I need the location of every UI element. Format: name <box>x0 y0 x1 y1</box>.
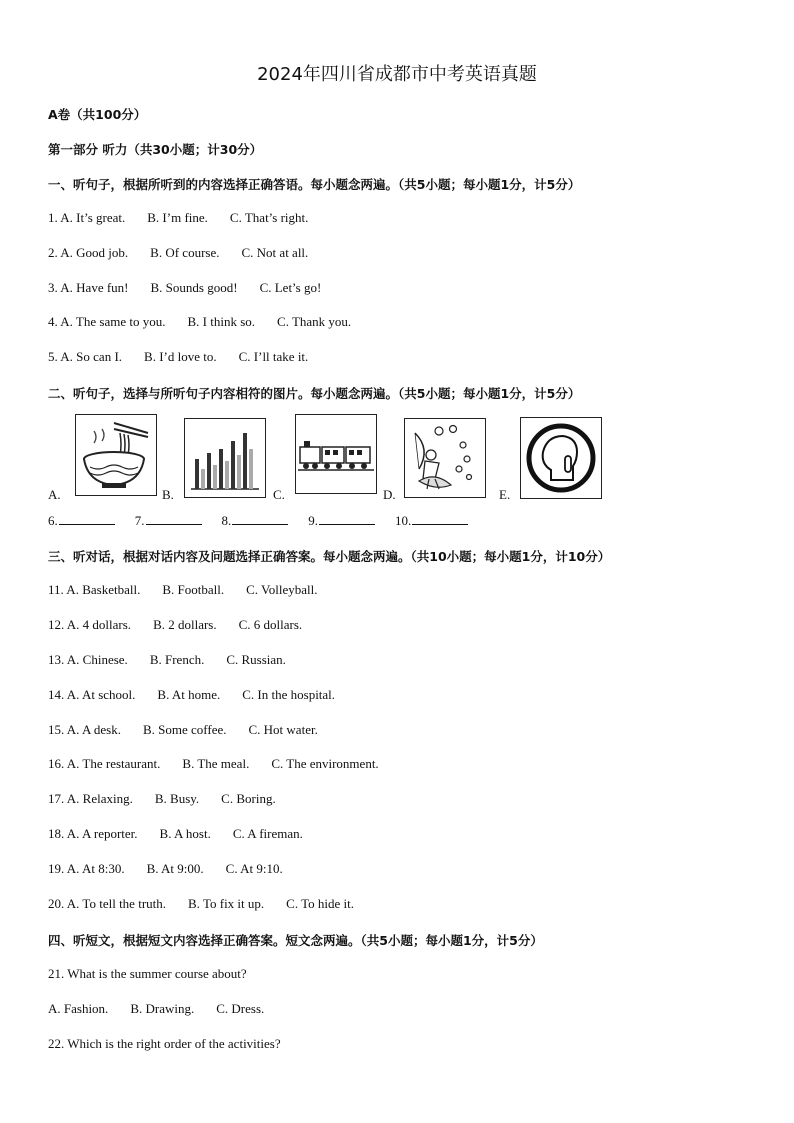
question-1 <box>48 210 330 226</box>
question-3 <box>48 280 343 296</box>
option-a: 2. A. Good job. <box>48 245 129 260</box>
option-a: 20. A. To tell the truth. <box>48 896 167 911</box>
option-b: B. At 9:00. <box>146 861 204 876</box>
option-b: B. Football. <box>162 582 225 597</box>
bar-chart-icon <box>184 418 266 498</box>
answer-blanks-row <box>48 512 488 529</box>
section2-heading: 二、听句子，选择与所听句子内容相符的图片。每小题念两遍。（共5小题；每小题1分，计5分） <box>48 386 581 401</box>
option-b: B. To fix it up. <box>188 896 265 911</box>
option-a: 15. A. A desk. <box>48 722 121 737</box>
question-19 <box>48 861 305 877</box>
option-c: C. Not at all. <box>241 245 309 260</box>
option-a: 1. A. It’s great. <box>48 210 126 225</box>
option-b: B. Some coffee. <box>142 722 227 737</box>
option-a: 18. A. A reporter. <box>48 826 138 841</box>
option-a: 5. A. So can I. <box>48 349 123 364</box>
section3-heading: 三、听对话，根据对话内容及问题选择正确答案。每小题念两遍。（共10小题；每小题1分，计10分） <box>48 549 611 564</box>
option-b: B. Sounds good! <box>150 280 238 295</box>
question-16 <box>48 756 401 772</box>
option-c: C. Dress. <box>216 1001 265 1016</box>
answer-blank-6[interactable]: 6. <box>48 512 115 529</box>
option-a: 11. A. Basketball. <box>48 582 141 597</box>
exam-title: 2024年四川省成都市中考英语真题 <box>257 64 537 85</box>
noodle-bowl-icon <box>75 414 157 496</box>
section1-heading: 一、听句子，根据所听到的内容选择正确答语。每小题念两遍。（共5小题；每小题1分，计5分） <box>48 177 581 192</box>
option-b: B. French. <box>149 652 205 667</box>
option-c: C. A fireman. <box>232 826 303 841</box>
option-c: C. At 9:10. <box>225 861 283 876</box>
quiet-gesture-icon <box>520 417 602 499</box>
option-c: C. To hide it. <box>286 896 354 911</box>
option-c: C. Let’s go! <box>259 280 322 295</box>
option-b: B. A host. <box>159 826 211 841</box>
question-17 <box>48 791 298 807</box>
question-21-options <box>48 1001 286 1017</box>
option-a: 19. A. At 8:30. <box>48 861 125 876</box>
option-c: C. That’s right. <box>229 210 309 225</box>
option-b: B. Busy. <box>154 791 200 806</box>
question-13 <box>48 652 308 668</box>
train-icon <box>295 414 377 494</box>
picture-label-c: C. <box>273 487 285 502</box>
option-a: 12. A. 4 dollars. <box>48 617 132 632</box>
option-b: B. At home. <box>157 687 221 702</box>
option-a: A. Fashion. <box>48 1001 109 1016</box>
option-a: 14. A. At school. <box>48 687 136 702</box>
option-b: B. I’d love to. <box>144 349 217 364</box>
question-21-stem: 21. What is the summer course about? <box>48 966 247 981</box>
question-18 <box>48 826 325 842</box>
question-11 <box>48 582 339 598</box>
question-5 <box>48 349 330 365</box>
option-a: 17. A. Relaxing. <box>48 791 133 806</box>
question-2 <box>48 245 330 261</box>
option-c: C. The environment. <box>271 756 379 771</box>
archer-fairy-icon <box>404 418 486 498</box>
option-c: C. Volleyball. <box>246 582 318 597</box>
answer-blank-7[interactable]: 7. <box>135 512 202 529</box>
question-12 <box>48 617 324 633</box>
question-4 <box>48 314 373 330</box>
question-22-stem: 22. Which is the right order of the activities? <box>48 1036 281 1051</box>
paper-a-heading: A卷（共100分） <box>48 107 147 122</box>
picture-label-d: D. <box>383 487 396 502</box>
option-a: 16. A. The restaurant. <box>48 756 161 771</box>
option-c: C. Russian. <box>226 652 286 667</box>
option-c: C. I’ll take it. <box>238 349 309 364</box>
question-15 <box>48 722 340 738</box>
option-c: C. Hot water. <box>248 722 318 737</box>
option-b: B. I think so. <box>187 314 256 329</box>
option-b: B. Of course. <box>150 245 220 260</box>
option-b: B. I’m fine. <box>147 210 208 225</box>
option-c: C. Thank you. <box>277 314 352 329</box>
option-c: C. Boring. <box>221 791 276 806</box>
picture-label-a: A. <box>48 487 61 502</box>
option-b: B. Drawing. <box>130 1001 195 1016</box>
answer-blank-10[interactable]: 10. <box>395 512 468 529</box>
question-14 <box>48 687 357 703</box>
option-c: C. 6 dollars. <box>238 617 303 632</box>
section4-heading: 四、听短文，根据短文内容选择正确答案。短文念两遍。（共5小题；每小题1分，计5分） <box>48 933 543 948</box>
option-a: 13. A. Chinese. <box>48 652 128 667</box>
picture-label-e: E. <box>499 487 511 502</box>
option-b: B. The meal. <box>182 756 250 771</box>
option-c: C. In the hospital. <box>242 687 336 702</box>
part1-heading: 第一部分 听力（共30小题；计30分） <box>48 142 263 157</box>
answer-blank-9[interactable]: 9. <box>308 512 375 529</box>
option-b: B. 2 dollars. <box>153 617 217 632</box>
option-a: 4. A. The same to you. <box>48 314 166 329</box>
option-a: 3. A. Have fun! <box>48 280 129 295</box>
answer-blank-8[interactable]: 8. <box>222 512 289 529</box>
picture-label-b: B. <box>162 487 174 502</box>
question-20 <box>48 896 376 912</box>
